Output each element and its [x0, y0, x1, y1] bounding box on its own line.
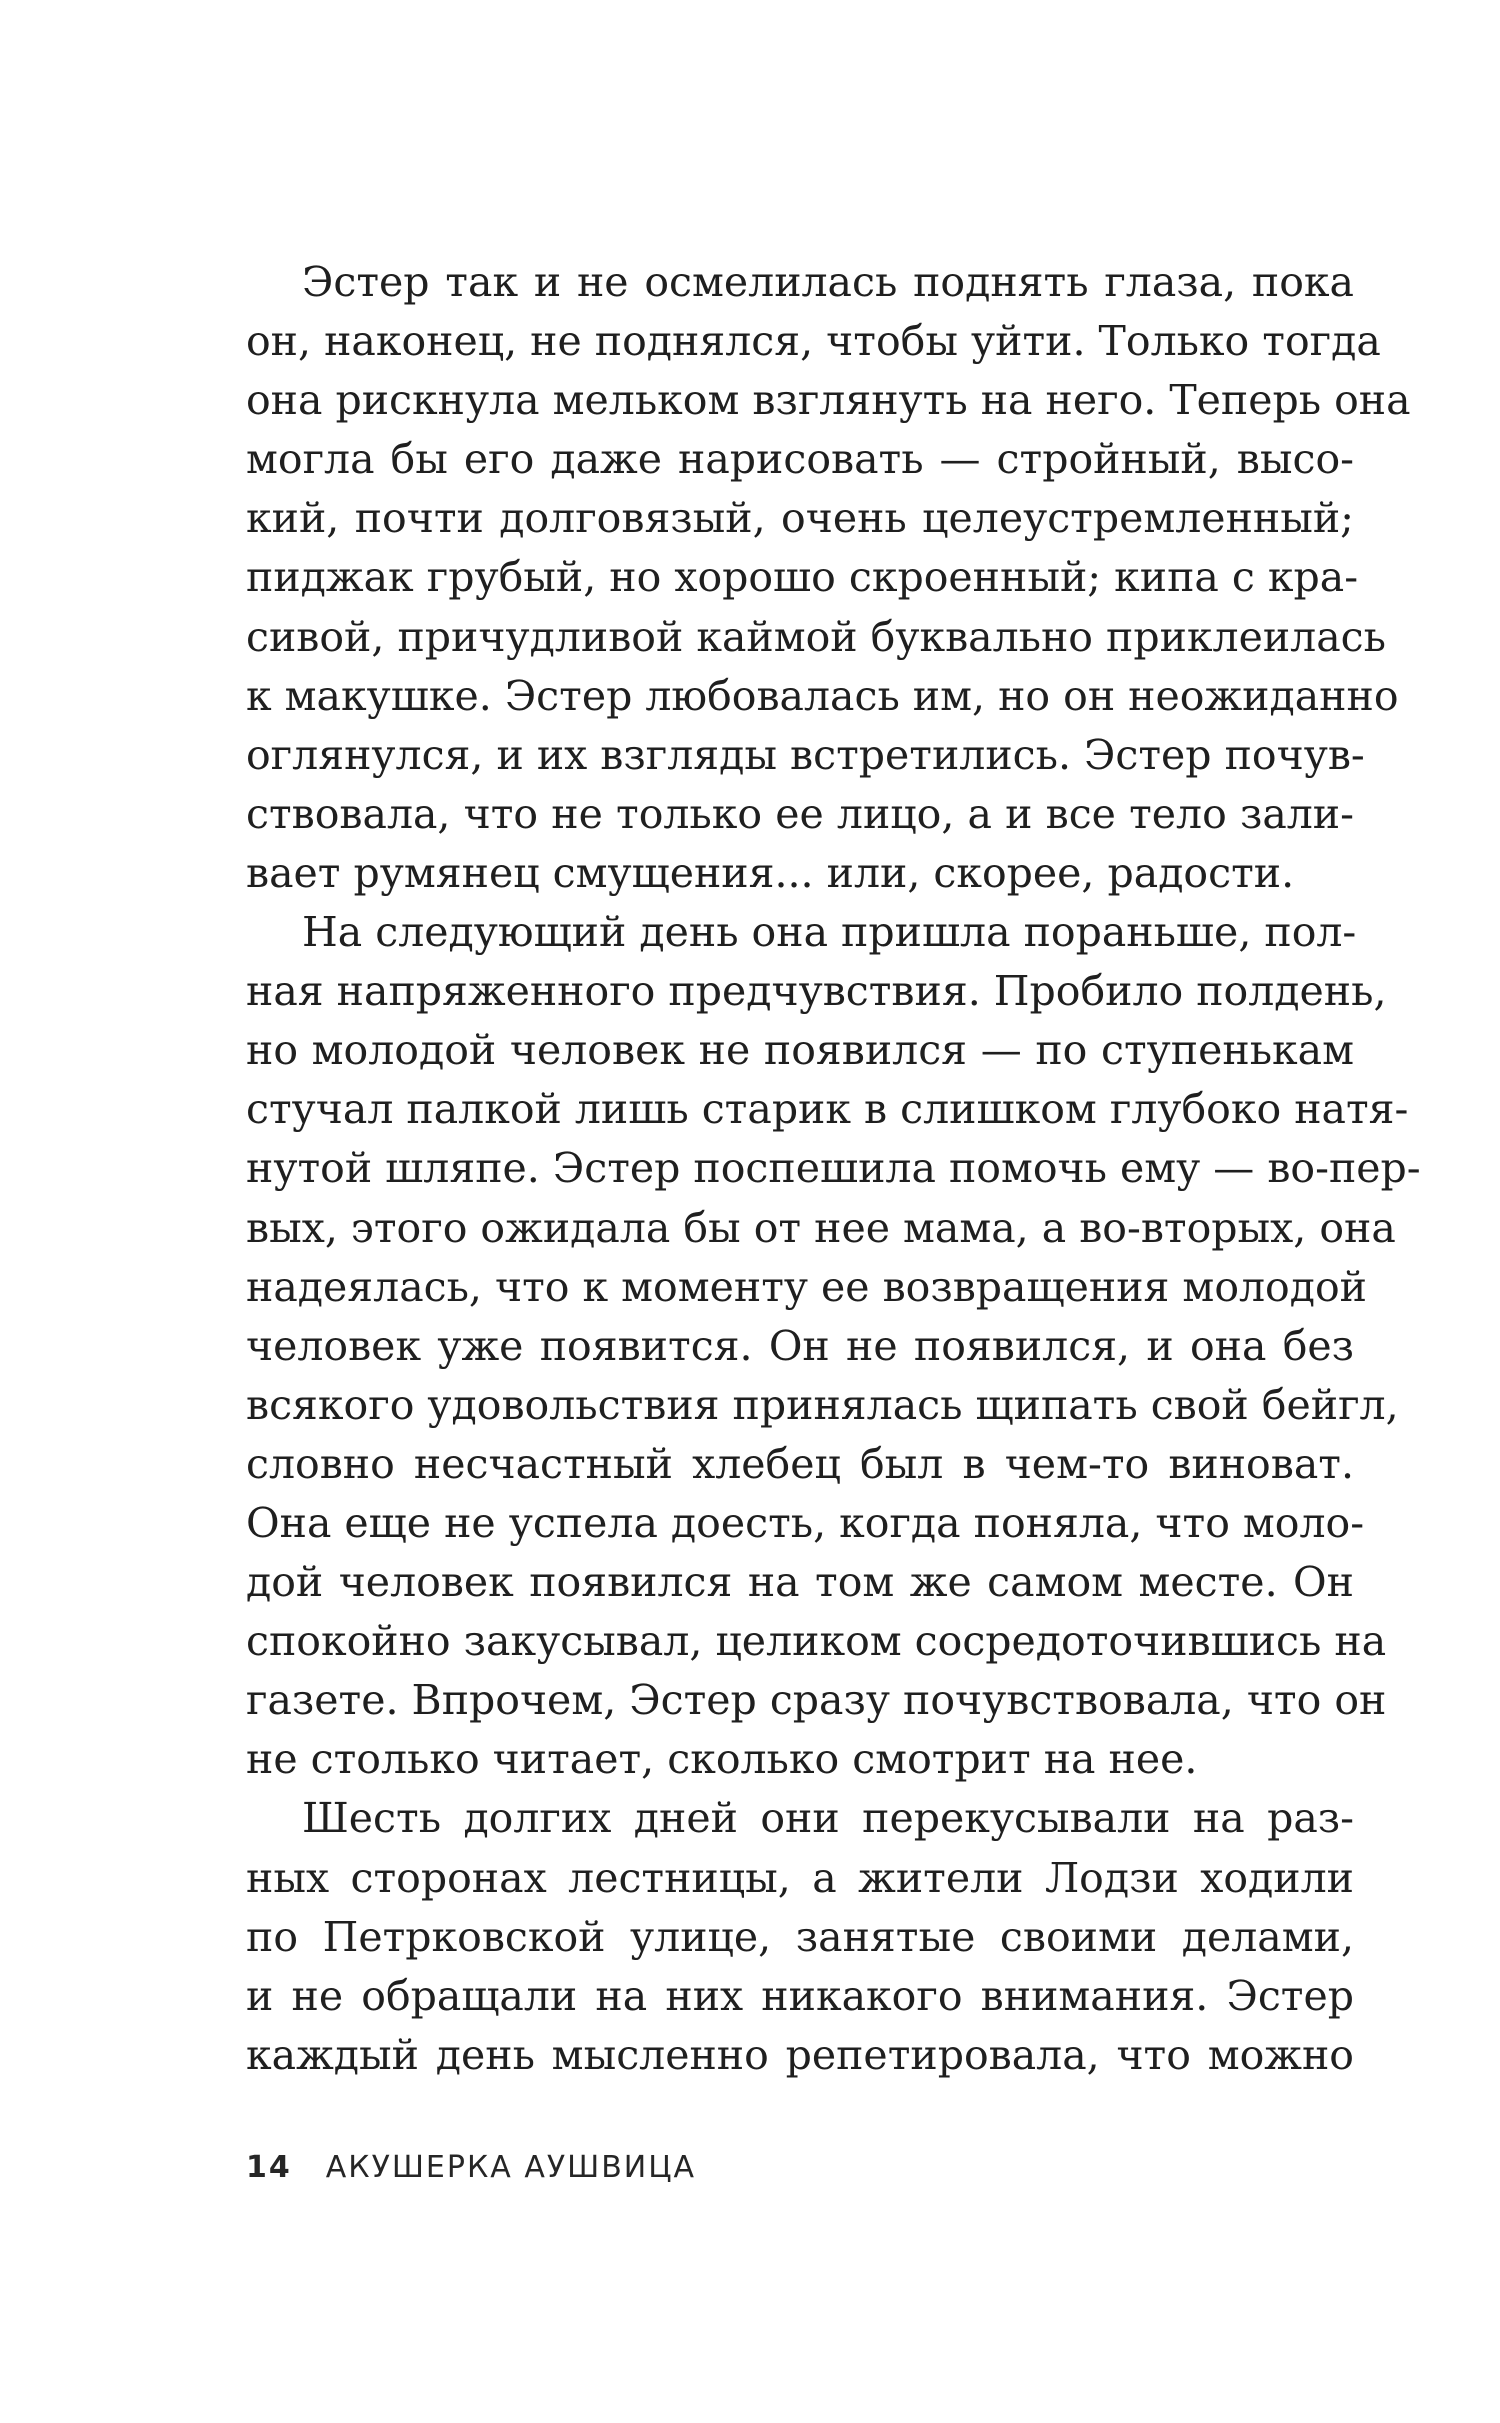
- text-line: не столько читает, сколько смотрит на нее.: [246, 1735, 1198, 1784]
- text-line: сивой, причудливой каймой буквально приклеилась: [246, 612, 1386, 661]
- page-footer: [246, 2150, 696, 2185]
- text-line: ствовала, что не только ее лицо, а и все тело зали-: [246, 789, 1354, 838]
- text-line: Шесть долгих дней они перекусывали на раз-: [302, 1794, 1354, 1843]
- text-line: ных сторонах лестницы, а жители Лодзи ходили: [246, 1853, 1354, 1902]
- text-line: Эстер так и не осмелилась поднять глаза, пока: [302, 258, 1354, 306]
- text-line: человек уже появится. Он не появился, и она без: [246, 1321, 1354, 1370]
- body-text: [246, 253, 1421, 2085]
- text-line: кий, почти долговязый, очень целеустремленный;: [246, 494, 1354, 543]
- text-line: спокойно закусывал, целиком сосредоточившись на: [246, 1617, 1387, 1666]
- text-line: вых, этого ожидала бы от нее мама, а во-вторых, она: [246, 1203, 1396, 1252]
- text-line: пиджак грубый, но хорошо скроенный; кипа с кра-: [246, 553, 1359, 602]
- text-line: словно несчастный хлебец был в чем-то виноват.: [246, 1439, 1354, 1488]
- text-line: и не обращали на них никакого внимания. Эстер: [246, 1971, 1354, 2020]
- text-line: она рискнула мельком взглянуть на него. Теперь она: [246, 376, 1411, 425]
- page-number: 14: [246, 2150, 292, 2185]
- text-line: оглянулся, и их взгляды встретились. Эстер почув-: [246, 730, 1365, 779]
- text-line: могла бы его даже нарисовать — стройный, высо-: [246, 435, 1354, 484]
- text-line: каждый день мысленно репетировала, что можно: [246, 2030, 1354, 2079]
- text-line: нутой шляпе. Эстер поспешила помочь ему — во-пер-: [246, 1144, 1421, 1193]
- text-line: всякого удовольствия принялась щипать свой бейгл,: [246, 1380, 1399, 1429]
- text-line: газете. Впрочем, Эстер сразу почувствовала, что он: [246, 1676, 1387, 1725]
- text-line: вает румянец смущения... или, скорее, радости.: [246, 848, 1295, 897]
- text-line: Она еще не успела доесть, когда поняла, что моло-: [246, 1498, 1365, 1547]
- text-line: к макушке. Эстер любовалась им, но он неожиданно: [246, 671, 1399, 720]
- text-line: надеялась, что к моменту ее возвращения молодой: [246, 1262, 1367, 1311]
- text-line: дой человек появился на том же самом месте. Он: [246, 1558, 1354, 1607]
- text-line: ная напряженного предчувствия. Пробило полдень,: [246, 967, 1387, 1016]
- text-line: он, наконец, не поднялся, чтобы уйти. Только тогда: [246, 317, 1381, 366]
- text-line: стучал палкой лишь старик в слишком глубоко натя-: [246, 1085, 1409, 1134]
- text-line: но молодой человек не появился — по ступенькам: [246, 1026, 1354, 1075]
- running-title: АКУШЕРКА АУШВИЦА: [325, 2150, 697, 2185]
- text-line: по Петрковской улице, занятые своими делами,: [246, 1912, 1354, 1961]
- text-line: На следующий день она пришла пораньше, пол-: [302, 908, 1357, 957]
